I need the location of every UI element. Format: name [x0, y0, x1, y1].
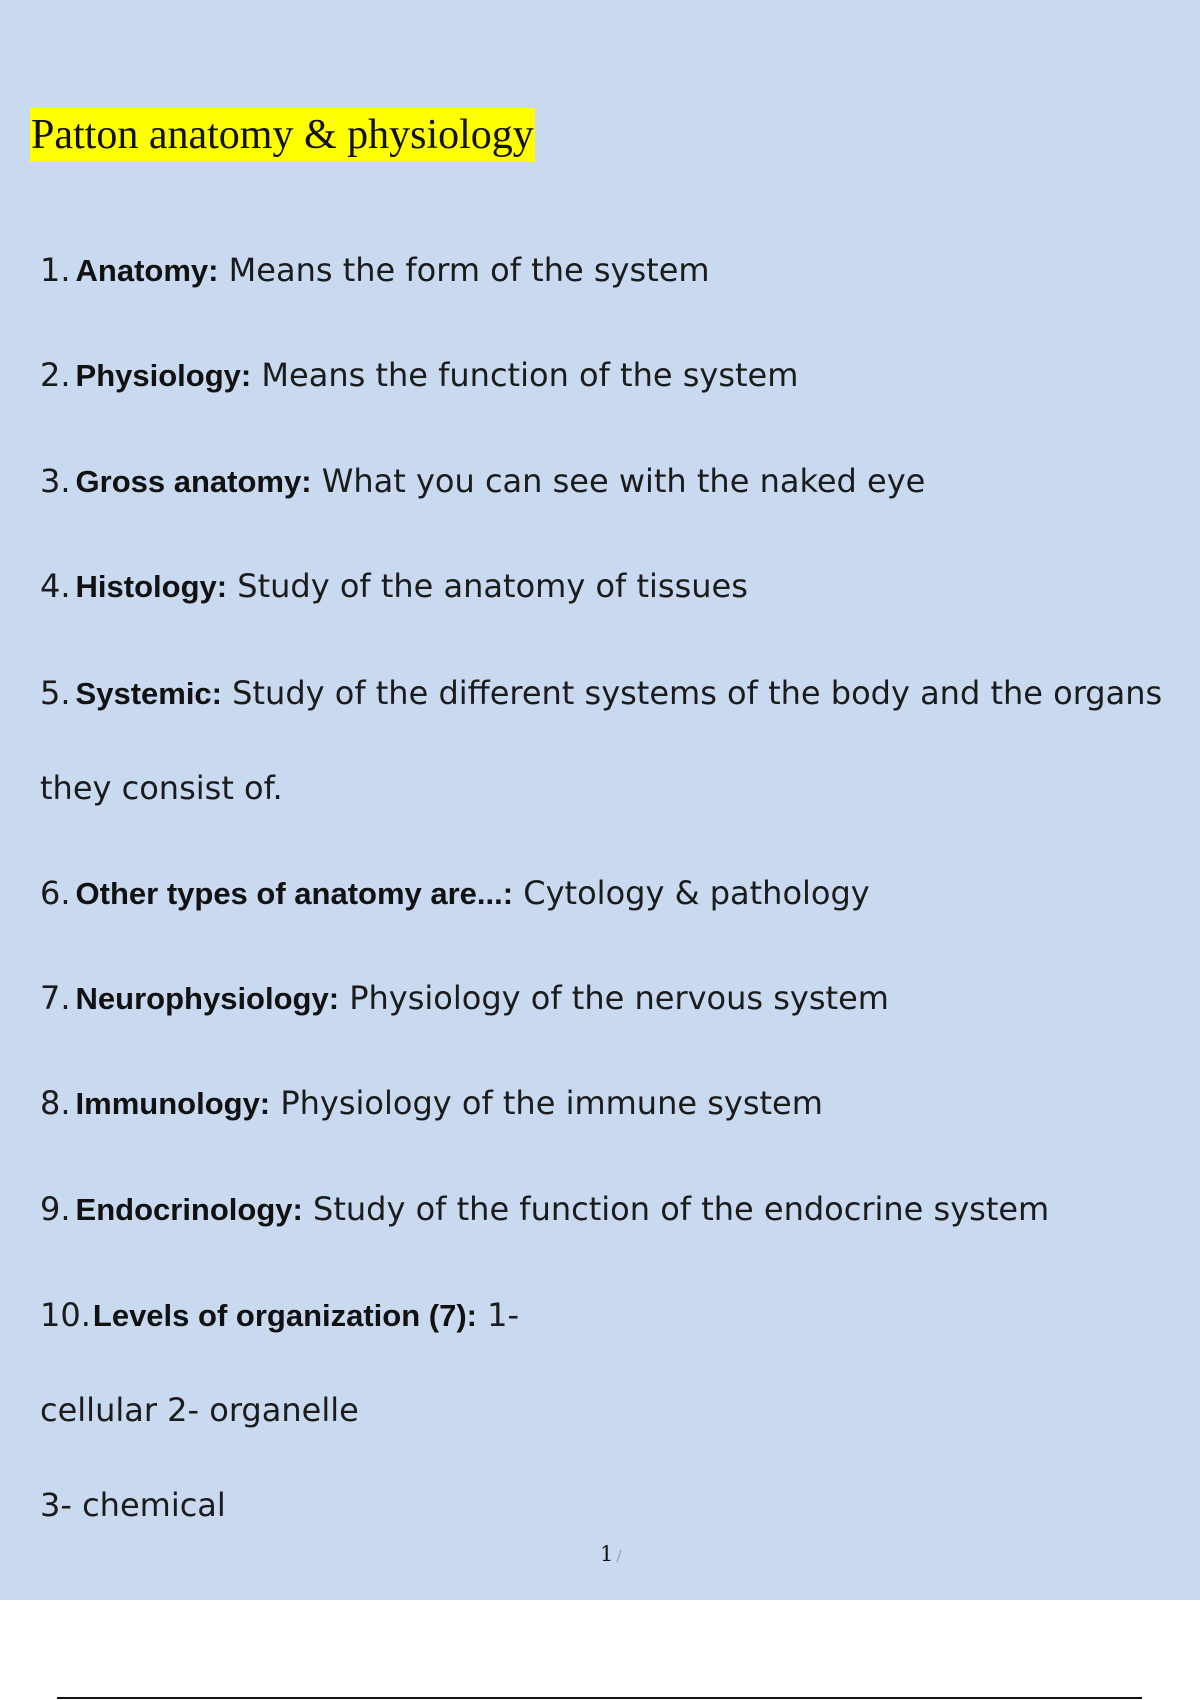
item-definition: Study of the different systems of the body and the organs [222, 674, 1163, 712]
item-continuation: cellular 2- organelle [40, 1391, 359, 1429]
item-term: Immunology: [75, 1086, 271, 1121]
item-definition: Physiology of the immune system [270, 1084, 823, 1122]
item-continuation: they consist of. [40, 769, 283, 807]
list-item [40, 250, 710, 291]
item-number: 1. [40, 251, 71, 289]
list-item [40, 355, 798, 396]
item-term: Neurophysiology: [75, 981, 340, 1016]
list-item [40, 1189, 1049, 1230]
item-number: 6. [40, 874, 71, 912]
list-item [40, 673, 1162, 714]
item-number: 2. [40, 356, 71, 394]
item-term: Other types of anatomy are...: [75, 876, 514, 911]
item-number: 9. [40, 1190, 71, 1228]
item-term: Histology: [75, 569, 228, 604]
list-item [40, 566, 748, 607]
item-definition: Means the form of the system [218, 251, 710, 289]
item-definition: What you can see with the naked eye [311, 462, 926, 500]
document-title: Patton anatomy & physiology [30, 108, 535, 162]
item-definition: Physiology of the nervous system [339, 979, 889, 1017]
item-number: 5. [40, 674, 71, 712]
item-term: Anatomy: [75, 253, 219, 288]
item-number: 8. [40, 1084, 71, 1122]
list-item [40, 1295, 519, 1336]
item-term: Systemic: [75, 676, 222, 711]
item-continuation: 3- chemical [40, 1486, 226, 1524]
item-number: 3. [40, 462, 71, 500]
list-item [40, 1083, 823, 1124]
item-term: Endocrinology: [75, 1192, 303, 1227]
item-number: 4. [40, 567, 71, 605]
item-term: Levels of organization (7): [92, 1298, 477, 1333]
item-definition: Cytology & pathology [513, 874, 870, 912]
item-number: 7. [40, 979, 71, 1017]
item-definition: Study of the anatomy of tissues [227, 567, 748, 605]
list-item [40, 873, 870, 914]
page-number-separator: / [616, 1547, 622, 1565]
item-definition: Study of the function of the endocrine system [302, 1190, 1050, 1228]
item-definition: 1- [477, 1296, 520, 1334]
item-term: Physiology: [75, 358, 252, 393]
list-item [40, 461, 925, 502]
item-number: 10. [40, 1296, 91, 1334]
page-number-value: 1 [600, 1542, 614, 1566]
item-term: Gross anatomy: [75, 464, 312, 499]
item-definition: Means the function of the system [251, 356, 799, 394]
page-divider [57, 1697, 1142, 1699]
page-number [600, 1542, 621, 1566]
list-item [40, 978, 889, 1019]
